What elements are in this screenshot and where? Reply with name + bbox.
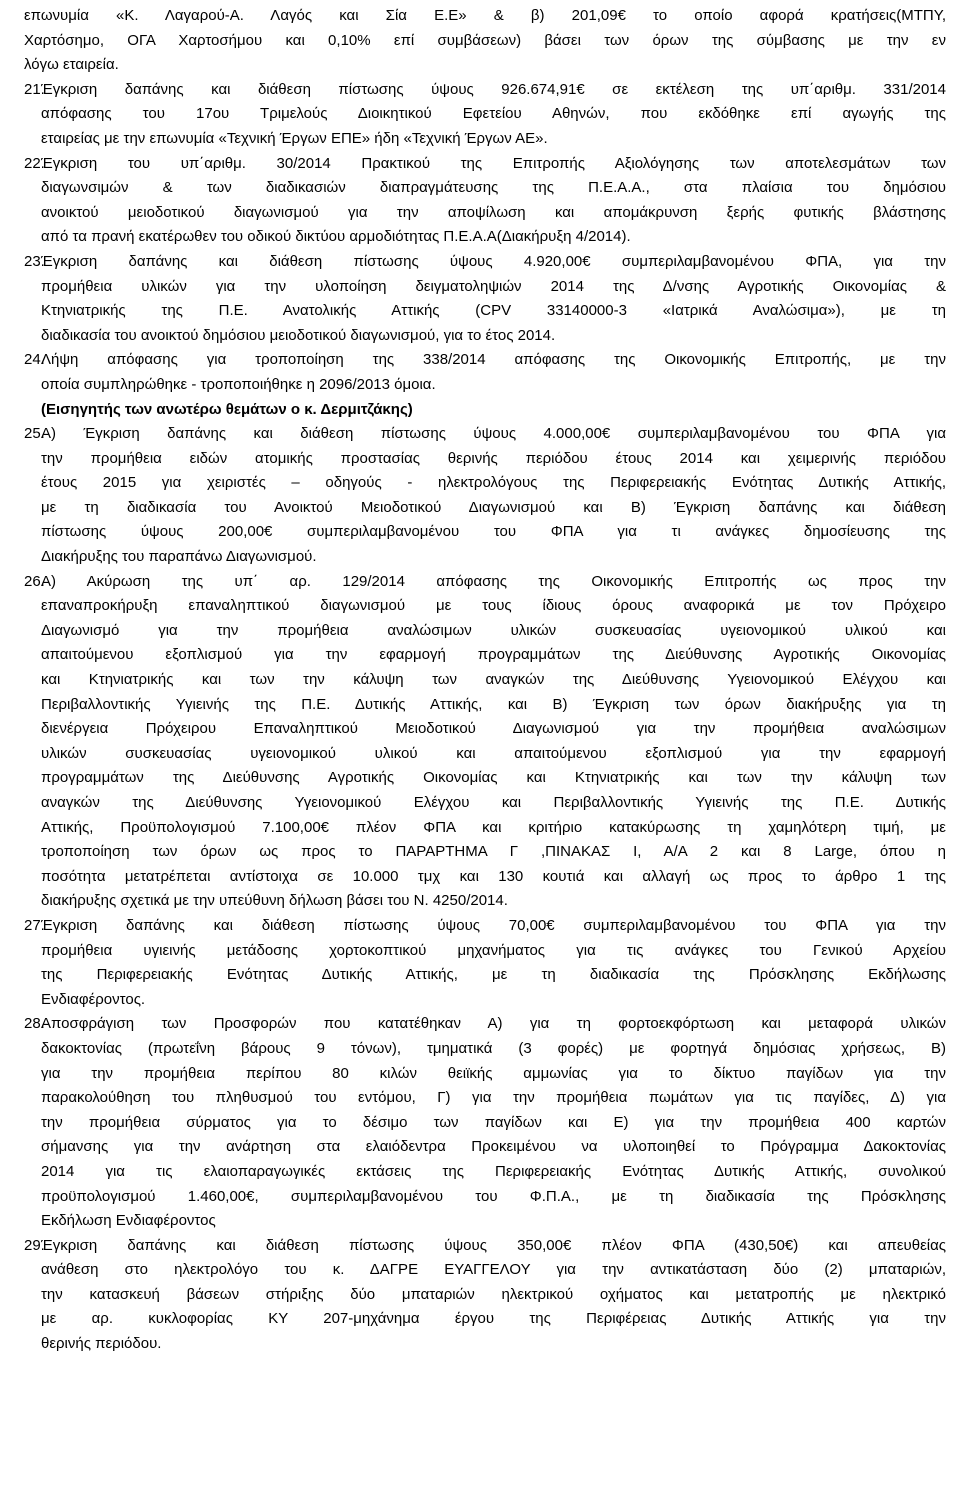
list-item-text: Έγκριση δαπάνης και διάθεση πίστωσης ύψους 350,00€ πλέον ΦΠΑ (430,50€) και απευθείας [41, 1236, 946, 1254]
list-item-text: θερινής περιόδου. [41, 1335, 162, 1353]
list-item-text: την κατασκευή βάσεων στήριξης δύο μπαταριών ηλεκτρικού οχήματος και μετατροπής με ηλεκτρικό [41, 1285, 946, 1303]
list-item-number: 29. [24, 1236, 45, 1254]
list-item-text: την προμήθεια σύρματος για το δέσιμο των παγίδων και Ε) για την προμήθεια 400 καρτών [41, 1113, 946, 1131]
list-item-line [41, 889, 946, 914]
list-item-line [41, 324, 946, 349]
list-item-line [24, 78, 946, 103]
list-item-text: προγραμμάτων της Διεύθυνσης Αγροτικής Οικονομίας και Κτηνιατρικής και των την κάλυψη των [41, 769, 946, 787]
list-item-text: αναγκών της Διεύθυνσης Υγειονομικού Ελέγχου και Περιβαλλοντικής Υγιεινής της Π.Ε. Δυτικής [41, 794, 946, 811]
list-item-line [41, 1209, 946, 1234]
list-item-text: απαιτούμενου εξοπλισμού για την εφαρμογή προγραμμάτων της Διεύθυνσης Αγροτικής Οικονομίας [41, 646, 946, 664]
list-item-line [24, 1012, 946, 1037]
list-item-line [41, 299, 946, 324]
list-item-text: εταιρείας με την επωνυμία «Τεχνική Έργων ΕΠΕ» ήδη «Τεχνική Έργων ΑΕ». [41, 129, 548, 147]
list-item [24, 422, 946, 570]
list-item-number: 23. [24, 252, 45, 270]
list-item-text: Έγκριση του υπ΄αριθμ. 30/2014 Πρακτικού της Επιτροπής Αξιολόγησης των αποτελεσμάτων των [41, 154, 946, 172]
list-item-line [41, 127, 946, 152]
list-item-text: ανάθεση στο ηλεκτρολόγο του κ. ΔΑΓΡΕ ΕΥΑΓΓΕΛΟΥ για την αντικατάσταση δύο (2) μπαταριών, [41, 1261, 946, 1279]
list-item-line [41, 865, 946, 890]
list-item-text: Κτηνιατρικής της Π.Ε. Ανατολικής Αττικής (CPV 33140000-3 «Ιατρικά Αναλώσιμα»), με τη [41, 302, 946, 320]
list-item-text: την προμήθεια ειδών ατομικής προστασίας θερινής περιόδου έτους 2014 και χειμερινής περιόδου [41, 449, 946, 467]
list-item-number: 28. [24, 1015, 45, 1033]
list-item-text: οποία συμπληρώθηκε - τροποποιήθηκε η 2096/2013 όμοια. [41, 375, 436, 393]
intro-line: Χαρτόσημο, ΟΓΑ Χαρτοσήμου και 0,10% επί συμβάσεων) βάσει των όρων της σύμβασης με την εν [24, 31, 946, 49]
list-item-line [41, 1307, 946, 1332]
intro-paragraph [24, 0, 946, 78]
list-item-line [41, 471, 946, 496]
list-item-line [24, 348, 946, 373]
list-item-text: από τα πρανή εκατέρωθεν του οδικού δικτύου αρμοδιότητας Π.Ε.Α.Α(Διακήρυξη 4/2014). [41, 228, 631, 246]
list-item-number: 25. [24, 425, 45, 443]
list-item-text: υλικών συσκευασίας υγειονομικού υλικού και απαιτούμενου εξοπλισμού για την εφαρμογή [41, 744, 946, 762]
list-item-line [41, 1135, 946, 1160]
list-item-text: διαγωνσιμών & των διαδικασιών διαπραγμάτευσης της Π.Ε.Α.Α., στα πλαίσια του δημόσιου [41, 179, 946, 197]
list-item-line [41, 1332, 946, 1357]
list-item [24, 78, 946, 152]
list-item-line [24, 570, 946, 595]
list-item [24, 914, 946, 1012]
list-item-line [41, 766, 946, 791]
list-item-text: και Κτηνιατρικής και των την κάλυψη των αναγκών της Διεύθυνσης Υγειονομικού Ελέγχου και [41, 671, 946, 689]
list-item-text: Έγκριση δαπάνης και διάθεση πίστωσης ύψους 70,00€ συμπεριλαμβανομένου του ΦΠΑ για την [41, 916, 946, 934]
intro-line: επωνυμία «Κ. Λαγαρού-Α. Λαγός και Σία Ε.Ε» & β) 201,09€ το οποίο αφορά κρατήσεις(ΜΤΠΥ, [24, 7, 946, 24]
list-item-text: προμήθεια υγιεινής μετάδοσης χορτοκοπτικού μηχανήματος για τις ανάγκες του Γενικού Αρχείου [41, 941, 946, 959]
list-item-text: για την προμήθεια περίπου 80 κιλών θειϊκής αμμωνίας για το δίκτυο παγίδων για την [41, 1064, 946, 1082]
list-item-number: 22. [24, 154, 45, 172]
list-item [24, 570, 946, 914]
list-item-text: ποσότητα μετατρέπεται αντίστοιχα σε 10.000 τμχ και 130 κουτιά και αλλαγή ως προς το άρθρο 1 της [41, 867, 946, 885]
list-item-line [41, 225, 946, 250]
list-item [24, 250, 946, 348]
list-item-text: απόφασης του 17ου Τριμελούς Διοικητικού Εφετείου Αθηνών, που εκδόθηκε επί αγωγής της [41, 105, 946, 123]
list-item-text: δακοκτονίας (πρωτεΐνη βάρους 9 τόνων), τμηματικά (3 φορές) με φορτηγά δημόσιας χρήσεως, Β) [41, 1039, 946, 1057]
list-item-text: Διαγωνισμό για την προμήθεια αναλώσιμων υλικών συσκευασίας υγειονομικού υλικού και [41, 621, 946, 639]
list-item-line [41, 1160, 946, 1185]
items-list [24, 78, 946, 1357]
list-item-text: με τη διαδικασία του Ανοικτού Μειοδοτικού Διαγωνισμού και Β) Έγκριση δαπάνης και διάθεση [41, 498, 946, 516]
list-item-line [41, 1258, 946, 1283]
list-item-line [41, 717, 946, 742]
list-item-line [41, 1062, 946, 1087]
list-item [24, 1234, 946, 1357]
list-item-text: πίστωσης ύψους 200,00€ συμπεριλαμβανομένου του ΦΠΑ για τι ανάγκες δημοσίευσης της [41, 523, 946, 541]
list-item [24, 348, 946, 422]
list-item-line [41, 693, 946, 718]
list-item-line [41, 988, 946, 1013]
list-item-line [41, 373, 946, 398]
list-item-line [41, 102, 946, 127]
list-item-line [41, 668, 946, 693]
list-item-line [41, 939, 946, 964]
list-item-line [41, 1086, 946, 1111]
list-item-text: Αποσφράγιση των Προσφορών που κατατέθηκαν Α) για τη φορτοεκφόρτωση και μεταφορά υλικών [41, 1015, 946, 1033]
list-item-line [41, 176, 946, 201]
list-item-text: Έγκριση δαπάνης και διάθεση πίστωσης ύψους 926.674,91€ σε εκτέλεση της υπ΄αριθμ. 331/2014 [41, 80, 946, 98]
list-item-text: Περιβαλλοντικής Υγιεινής της Π.Ε. Δυτικής Αττικής, και Β) Έγκριση των όρων διακήρυξης για τη [41, 695, 946, 713]
list-item-line [41, 201, 946, 226]
list-item-line [41, 275, 946, 300]
list-item-text: Α) Έγκριση δαπάνης και διάθεση πίστωσης ύψους 4.000,00€ συμπεριλαμβανομένου του ΦΠΑ για [41, 425, 946, 443]
list-item [24, 152, 946, 250]
list-item [24, 1012, 946, 1233]
list-item-number: 27. [24, 916, 45, 934]
list-item-text: διακήρυξης σχετικά με την υπεύθυνη δήλωση βάσει του Ν. 4250/2014. [41, 892, 508, 910]
list-item-text: διενέργεια Πρόχειρου Επαναληπτικού Μειοδοτικού Διαγωνισμού για την προμήθεια αναλώσιμων [41, 720, 946, 738]
list-item-line [41, 1283, 946, 1308]
list-item-text: σήμανσης για την ανάρτηση στα ελαιόδεντρα Προκειμένου να υλοποιηθεί το Πρόγραμμα Δακοκτονίας [41, 1138, 946, 1156]
list-item-text: Αττικής, Προϋπολογισμού 7.100,00€ πλέον ΦΠΑ και κριτήριο κατακύρωσης τη χαμηλότερη τιμή, με [41, 818, 946, 836]
list-item-text: Εκδήλωση Ενδιαφέροντος [41, 1212, 216, 1230]
list-item-line [24, 152, 946, 177]
list-item-line [41, 643, 946, 668]
list-item-line [41, 619, 946, 644]
list-item-line [41, 1185, 946, 1210]
list-item-line [24, 1234, 946, 1259]
list-item-text: παρακολούθηση του πληθυσμού του εντόμου, Γ) για την προμήθεια πωμάτων για τις παγίδες, Δ) για [41, 1089, 946, 1107]
list-item-line [41, 545, 946, 570]
list-item-text: επαναπροκήρυξη επαναληπτικού διαγωνισμού με τους ίδιους όρους αναφορικά με τον Πρόχειρο [41, 597, 946, 615]
list-item-text: τροποποίηση των όρων ως προς το ΠΑΡΑΡΤΗΜΑ Γ ,ΠΙΝΑΚΑΣ Ι, Α/Α 2 και 8 Large, όπου η [41, 843, 946, 861]
list-item-line [41, 840, 946, 865]
list-item-text: έτους 2015 για χειριστές – οδηγούς - ηλεκτρολόγους της Περιφερειακής Ενότητας Δυτικής Αττικής, [41, 474, 946, 492]
list-item-line [24, 250, 946, 275]
list-item-text: προϋπολογισμού 1.460,00€, συμπεριλαμβανομένου του Φ.Π.Α., με τη διαδικασία της Πρόσκλησης [41, 1187, 946, 1205]
list-item-line [41, 520, 946, 545]
list-item-line [41, 594, 946, 619]
list-item-text: ανοικτού μειοδοτικού διαγωνισμού για την αποψίλωση και απομάκρυνση ξερής φυτικής βλάστησης [41, 203, 946, 221]
list-item-text: διαδικασία του ανοικτού δημόσιου μειοδοτικού διαγωνισμού, για το έτος 2014. [41, 326, 556, 344]
list-item-number: 26. [24, 572, 45, 590]
list-item-line [41, 447, 946, 472]
list-item-line [41, 742, 946, 767]
list-item-line [41, 1037, 946, 1062]
list-item-line [41, 963, 946, 988]
list-item-text: με αρ. κυκλοφορίας ΚΥ 207-μηχάνημα έργου της Περιφέρειας Δυτικής Αττικής για την [41, 1310, 946, 1328]
list-item-number: 24. [24, 351, 45, 369]
list-item-text: της Περιφερειακής Ενότητας Δυτικής Αττικής, με τη διαδικασία της Πρόσκλησης Εκδήλωσης [41, 966, 946, 984]
list-item-text: Διακήρυξης του παραπάνω Διαγωνισμού. [41, 548, 317, 566]
list-item-text: Λήψη απόφασης για τροποποίηση της 338/2014 απόφασης της Οικονομικής Επιτροπής, με την [41, 351, 946, 369]
list-item-text: Έγκριση δαπάνης και διάθεση πίστωσης ύψους 4.920,00€ συμπεριλαμβανομένου ΦΠΑ, για την [41, 252, 946, 270]
list-item-line [24, 914, 946, 939]
list-item-line [41, 496, 946, 521]
list-item-text: 2014 για τις ελαιοπαραγωγικές εκτάσεις της Περιφερειακής Ενότητας Δυτικής Αττικής, συνολικού [41, 1162, 946, 1180]
intro-line: λόγω εταιρεία. [24, 56, 119, 74]
list-item-line [41, 1111, 946, 1136]
list-item-line [24, 422, 946, 447]
list-item-text: προμήθεια υλικών για την υλοποίηση δειγματοληψιών 2014 της Δ/νσης Αγροτικής Οικονομίας & [41, 277, 946, 295]
list-item-line [41, 816, 946, 841]
rapporteur-note: (Εισηγητής των ανωτέρω θεμάτων ο κ. Δερμιτζάκης) [41, 400, 413, 418]
list-item-text: Α) Ακύρωση της υπ΄ αρ. 129/2014 απόφασης της Οικονομικής Επιτροπής ως προς την [41, 572, 946, 590]
list-item-number: 21. [24, 80, 45, 98]
list-item-text: Ενδιαφέροντος. [41, 990, 146, 1008]
list-item-line [41, 791, 946, 816]
